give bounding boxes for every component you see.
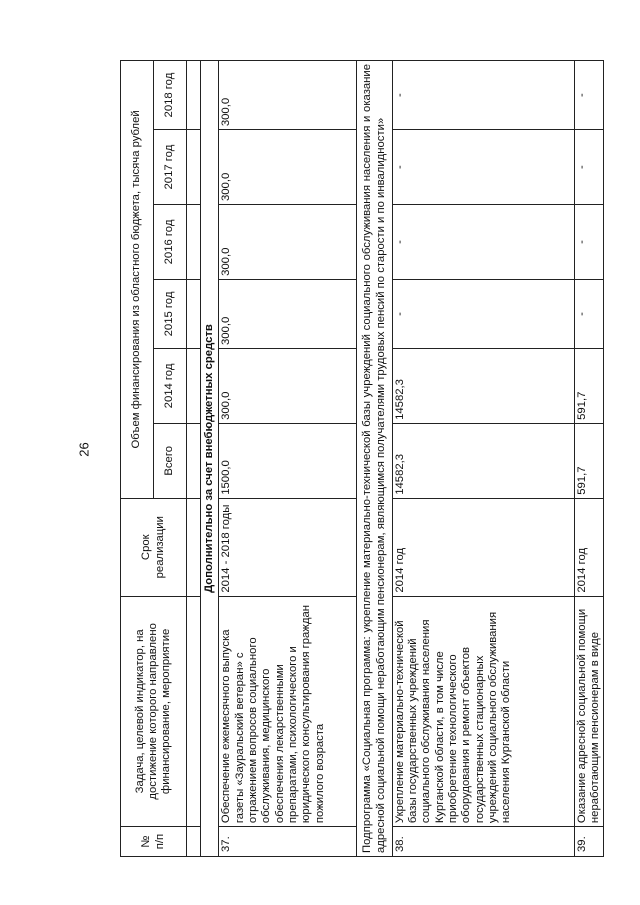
spacer-row (187, 61, 201, 857)
row-2015: 300,0 (219, 279, 357, 348)
financing-table (120, 60, 604, 857)
row-2015: - (574, 279, 604, 348)
row-2014: 591,7 (574, 349, 604, 424)
row-number: 38. (392, 827, 574, 857)
row-number: 39. (574, 827, 604, 857)
row-2014: 300,0 (219, 349, 357, 424)
row-2018: - (574, 61, 604, 130)
row-task: Укрепление материально-технической базы государственных учреждений социального обслуживания населения Курганской области, в том числе приобретение технологического оборудования и ремонт объектов государственных стационарных учреждений социального обслуживания населения Курганской области (392, 596, 574, 826)
row-task: Оказание адресной социальной помощи неработающим пенсионерам в виде (574, 596, 604, 826)
row-2015: - (392, 279, 574, 348)
program-title: Подпрограмма «Социальная программа: укрепление материально-технической базы учреждений социального обслуживания населения и оказание адресной социальной помощи неработающим пенсионерам, являющимся получателями трудовых пенсий по старости и по инвалидности» (357, 61, 392, 857)
row-term: 2014 год (392, 498, 574, 596)
row-number: 37. (219, 827, 357, 857)
row-term: 2014 год (574, 498, 604, 596)
header-finance: Объем финансирования из областного бюджета, тысяча рублей (121, 61, 154, 499)
row-2014: 14582,3 (392, 349, 574, 424)
spacer-cell (187, 205, 201, 280)
row-2016: - (392, 205, 574, 280)
spacer-cell (187, 827, 201, 857)
subheader-text: Дополнительно за счет внебюджетных средств (201, 61, 219, 857)
header-2014: 2014 год (154, 349, 187, 424)
header-2015: 2015 год (154, 279, 187, 348)
row-2018: - (392, 61, 574, 130)
header-task: Задача, целевой индикатор, на достижение которого направлено финансирование, мероприятие (121, 596, 187, 826)
table-row (219, 61, 357, 857)
row-2017: 300,0 (219, 130, 357, 205)
row-task: Обеспечение ежемесячного выпуска газеты «Зауральский ветеран» с отражением вопросов социального обслуживания, медицинского обеспечения лекарственными препаратами, психологического и юридического консультирования граждан пожилого возраста (219, 596, 357, 826)
row-2018: 300,0 (219, 61, 357, 130)
header-num: № п/п (121, 827, 187, 857)
row-total: 591,7 (574, 423, 604, 498)
spacer-cell (187, 279, 201, 348)
spacer-cell (187, 596, 201, 826)
header-2018: 2018 год (154, 61, 187, 130)
row-2017: - (574, 130, 604, 205)
table-row (392, 61, 574, 857)
spacer-cell (187, 349, 201, 424)
spacer-cell (187, 61, 201, 130)
header-row-1 (121, 61, 154, 857)
spacer-cell (187, 498, 201, 596)
subheader-row (201, 61, 219, 857)
row-2016: 300,0 (219, 205, 357, 280)
spacer-cell (187, 423, 201, 498)
row-2016: - (574, 205, 604, 280)
row-term: 2014 - 2018 годы (219, 498, 357, 596)
header-2016: 2016 год (154, 205, 187, 280)
program-row (357, 61, 392, 857)
header-total: Всего (154, 423, 187, 498)
row-total: 14582,3 (392, 423, 574, 498)
header-2017: 2017 год (154, 130, 187, 205)
page-number: 26 (76, 442, 92, 457)
table-row (574, 61, 604, 857)
row-total: 1500,0 (219, 423, 357, 498)
spacer-cell (187, 130, 201, 205)
row-2017: - (392, 130, 574, 205)
header-term: Срок реализации (121, 498, 187, 596)
rotated-table-container (120, 60, 626, 857)
